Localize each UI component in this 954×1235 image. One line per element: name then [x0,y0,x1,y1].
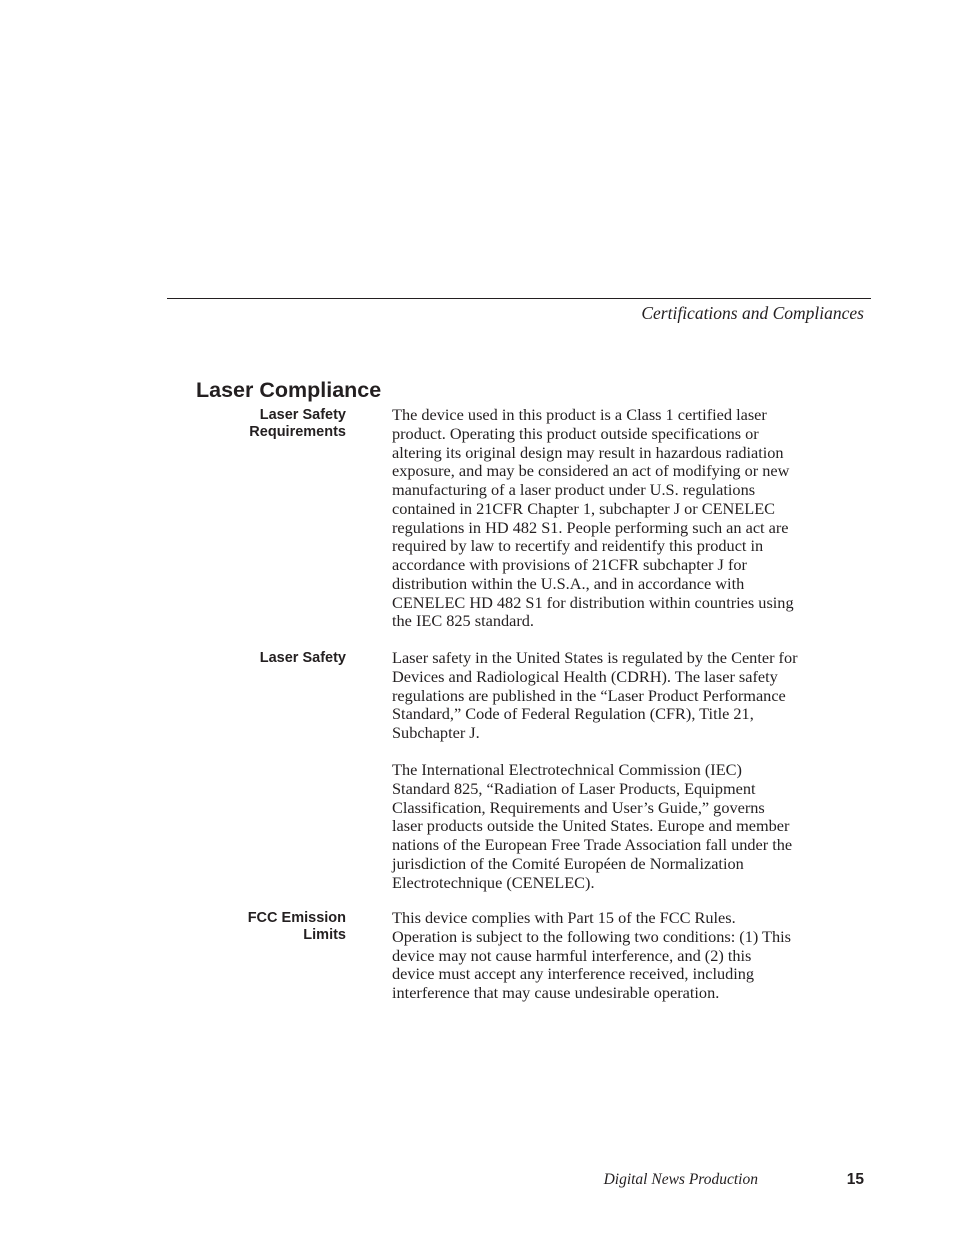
laser-safety-paragraph-2 [392,761,822,892]
text-line: This device complies with Part 15 of the FCC Rules. [392,908,736,927]
running-head: Certifications and Compliances [641,303,864,323]
side-heading-line: Laser Safety [259,650,346,666]
side-heading-line: FCC Emission [247,910,346,926]
text-line: interference that may cause undesirable operation. [392,983,720,1002]
text-line: laser products outside the United States. Europe and member [392,816,790,836]
text-line: nations of the European Free Trade Association fall under the [392,835,793,854]
text-line: regulations are published in the “Laser Product Performance [392,685,786,705]
side-heading-laser-safety [176,650,346,667]
text-line: exposure, and may be considered an act of modifying or new [392,461,790,481]
text-line: required by law to recertify and reidentify this product in [392,536,764,556]
side-heading-line: Requirements [249,423,346,440]
text-line: Electrotechnique (CENELEC). [392,872,595,892]
side-heading-fcc-emission-limits [176,910,346,943]
text-line: contained in 21CFR Chapter 1, subchapter J or CENELEC [392,498,775,518]
text-line: The device used in this product is a Class 1 certified laser [392,405,767,424]
text-line: accordance with provisions of 21CFR subchapter J for [392,555,747,574]
text-line: Standard 825, “Radiation of Laser Products, Equipment [392,778,756,798]
text-line: Devices and Radiological Health (CDRH). The laser safety [392,666,778,686]
side-heading-laser-safety-requirements [176,407,346,440]
page-number: 15 [846,1171,864,1188]
text-line: product. Operating this product outside specifications or [392,423,759,443]
laser-safety-paragraph-1 [392,649,822,743]
text-line: CENELEC HD 482 S1 for distribution within countries using [392,592,794,612]
text-line: device may not cause harmful interference, and (2) this [392,945,752,965]
side-heading-line: Limits [303,926,346,943]
text-line: Classification, Requirements and User’s Guide,” governs [392,797,765,817]
text-line: Subchapter J. [392,723,480,742]
text-line: Operation is subject to the following two conditions: (1) This [392,926,791,946]
text-line: manufacturing of a laser product under U.S. regulations [392,480,756,499]
text-line: regulations in HD 482 S1. People performing such an act are [392,517,789,537]
text-line: the IEC 825 standard. [392,611,534,631]
fcc-emission-limits-text [392,909,822,1003]
laser-safety-requirements-text [392,406,822,631]
text-line: The International Electrotechnical Commission (IEC) [392,760,742,779]
text-line: Standard,” Code of Federal Regulation (CFR), Title 21, [392,704,754,724]
text-line: device must accept any interference received, including [392,964,755,984]
section-title: Laser Compliance [196,378,382,402]
side-heading-line: Laser Safety [259,407,346,423]
footer-book-title: Digital News Production [603,1171,758,1188]
text-line: Laser safety in the United States is regulated by the Center for [392,648,798,667]
text-line: altering its original design may result in hazardous radiation [392,442,784,462]
text-line: jurisdiction of the Comité Européen de Normalization [392,853,744,873]
text-line: distribution within the U.S.A., and in accordance with [392,573,745,593]
header-rule [167,298,871,299]
